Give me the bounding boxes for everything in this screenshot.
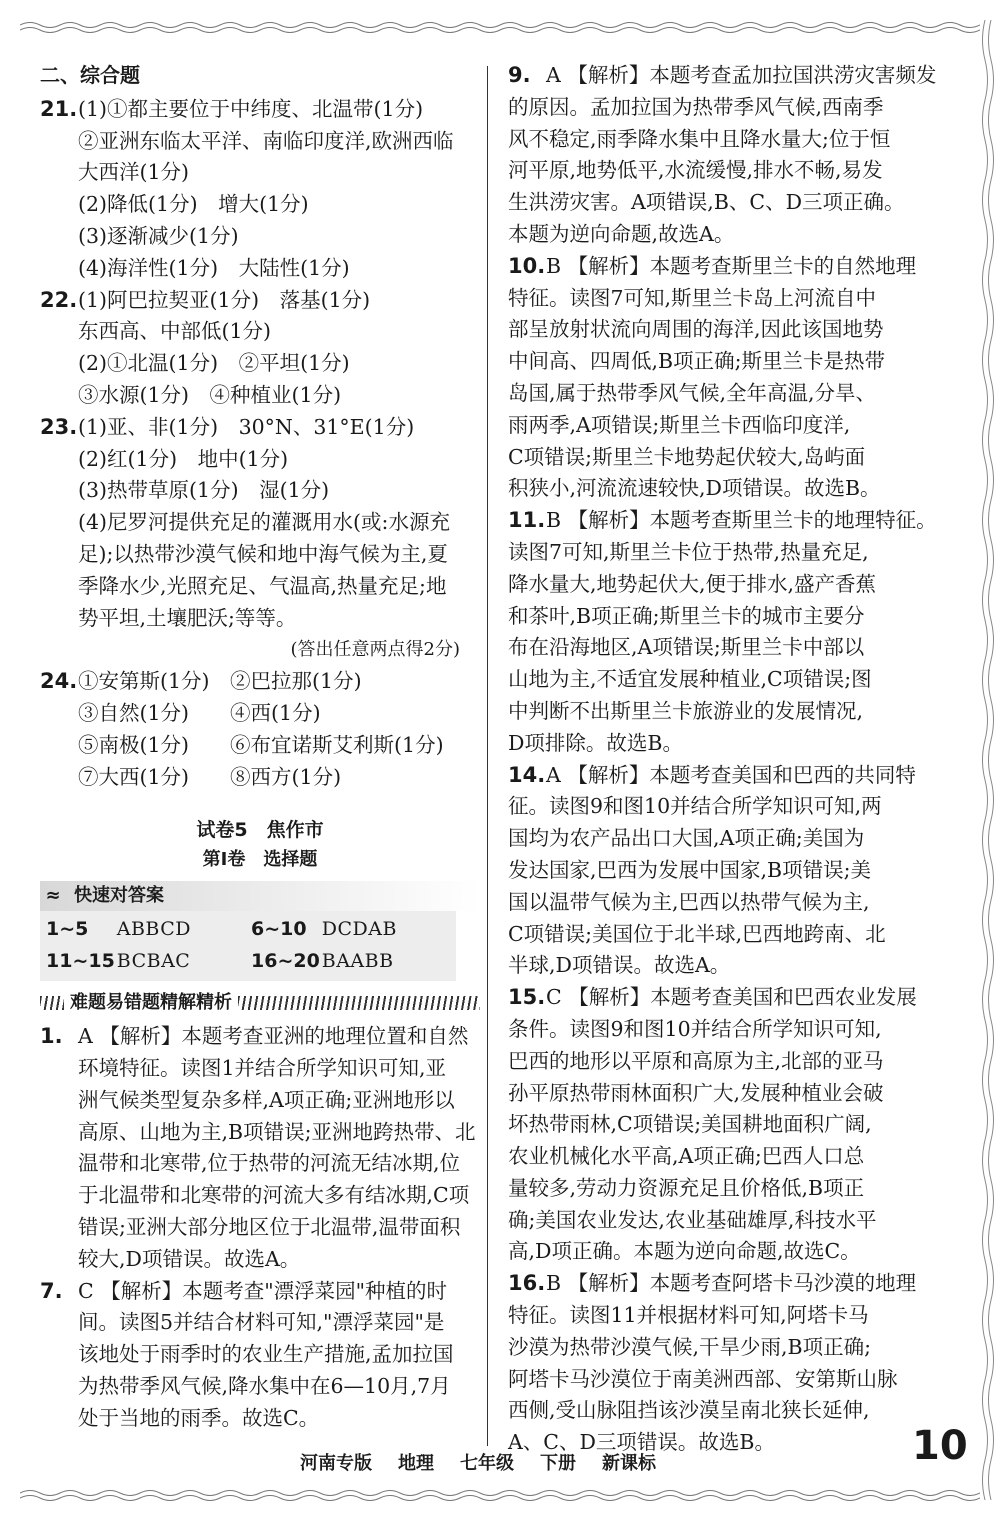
analysis-line: 确;美国农业发达,农业基础雄厚,科技水平 [508, 1207, 877, 1232]
footer-item: 七年级 [460, 1453, 514, 1474]
analysis-line: 间。读图5并结合材料可知,"漂浮菜园"是 [78, 1310, 445, 1335]
footer-item: 新课标 [602, 1453, 656, 1474]
analysis-line: C项错误;斯里兰卡地势起伏较大,岛屿面 [508, 444, 866, 469]
analysis-line: C 【解析】本题考查美国和巴西农业发展 [546, 985, 917, 1010]
answer-line: ⑦大西(1分) ⑧西方(1分) [78, 764, 342, 789]
analysis-line: 于北温带和北寒带的河流大多有结冰期,C项 [78, 1183, 470, 1208]
analysis-line: 沙漠为热带沙漠气候,干旱少雨,B项正确; [508, 1334, 872, 1359]
analysis-line: C项错误;美国位于北半球,巴西地跨南、北 [508, 921, 886, 946]
quick-answers-header [40, 881, 480, 911]
analysis-line: 积狭小,河流流速较快,D项错误。故选B。 [508, 476, 881, 501]
analysis-line: 降水量大,地势起伏大,便于排水,盛产香蕉 [508, 571, 877, 596]
analysis-line: 河平原,地势低平,水流缓慢,排水不畅,易发 [508, 158, 883, 183]
analysis-line: 农业机械化水平高,A项正确;巴西人口总 [508, 1144, 865, 1169]
analysis-line: B 【解析】本题考查斯里兰卡的自然地理 [546, 253, 917, 278]
answer-line: ⑤南极(1分) ⑥布宜诺斯艾利斯(1分) [78, 732, 444, 757]
analysis-line: 特征。读图7可知,斯里兰卡岛上河流自中 [508, 285, 877, 310]
analysis-line: 为热带季风气候,降水集中在6—10月,7月 [78, 1373, 451, 1398]
quick-answers-box [40, 911, 456, 981]
analysis-line: 中判断不出斯里兰卡旅游业的发展情况, [508, 698, 864, 723]
analysis-line: 量较多,劳动力资源充足且价格低,B项正 [508, 1175, 865, 1200]
question-number: 14. [508, 762, 546, 787]
paper-subtitle: 第Ⅰ卷 选择题 [202, 849, 318, 871]
analysis-line: 巴西的地形以平原和高原为主,北部的亚马 [508, 1048, 884, 1073]
footer-item: 河南专版 [300, 1453, 372, 1474]
analysis-line: B 【解析】本题考查斯里兰卡的地理特征。 [546, 508, 937, 533]
analysis-line: 环境特征。读图1并结合所学知识可知,亚 [78, 1055, 447, 1080]
footer [300, 1449, 656, 1475]
footer-item: 地理 [398, 1453, 434, 1474]
analysis-line: A 【解析】本题考查亚洲的地理位置和自然 [78, 1024, 469, 1049]
answer-line: (2)红(1分) 地中(1分) [78, 446, 289, 471]
answer-line: (1)亚、非(1分) 30°N、31°E(1分) [78, 414, 415, 439]
answer-range: 11~15 [46, 950, 115, 973]
question-number: 9. [508, 63, 531, 87]
analysis-line: 国以温带气候为主,巴西以热带气候为主, [508, 889, 870, 914]
answer-line: 季降水少,光照充足、气温高,热量充足;地 [78, 573, 447, 598]
question-number: 16. [508, 1271, 546, 1296]
question-23 [40, 412, 480, 444]
question-number: 24. [40, 669, 78, 694]
answer-line: ②亚洲东临太平洋、南临印度洋,欧洲西临 [78, 128, 454, 153]
scoring-note: (答出任意两点得2分) [290, 639, 460, 661]
section-title: 二、综合题 [40, 63, 140, 87]
left-column [40, 60, 480, 1434]
right-column [508, 60, 948, 1459]
answer-line: ③水源(1分) ④种植业(1分) [78, 382, 342, 407]
answer-keys: BCBAC [116, 950, 191, 973]
question-number: 10. [508, 253, 546, 278]
analysis-line: 和茶叶,B项正确;斯里兰卡的城市主要分 [508, 603, 865, 628]
analysis-line: 处于当地的雨季。故选C。 [78, 1405, 320, 1430]
analysis-line: 洲气候类型复杂多样,A项正确;亚洲地形以 [78, 1087, 455, 1112]
analysis-10 [508, 251, 948, 283]
question-number: 1. [40, 1024, 63, 1049]
hatch-decoration [238, 996, 480, 1010]
analysis-line: 雨两季,A项错误;斯里兰卡西临印度洋, [508, 412, 851, 437]
analysis-9 [508, 60, 948, 92]
analysis-line: 发达国家,巴西为发展中国家,B项错误;美 [508, 857, 872, 882]
column-divider [487, 66, 488, 1446]
analysis-line: 半球,D项错误。故选A。 [508, 953, 731, 978]
answer-keys: BAABB [321, 950, 394, 973]
analysis-16 [508, 1268, 948, 1300]
analysis-line: 本题为逆向命题,故选A。 [508, 221, 735, 246]
answer-line: (1)阿巴拉契亚(1分) 落基(1分) [78, 287, 371, 312]
question-22 [40, 285, 480, 317]
analysis-line: 高原、山地为主,B项错误;亚洲地跨热带、北 [78, 1119, 476, 1144]
analysis-line: 阿塔卡马沙漠位于南美洲西部、安第斯山脉 [508, 1366, 898, 1391]
question-number: 7. [40, 1278, 63, 1303]
analysis-line: A、C、D三项错误。故选B。 [508, 1430, 775, 1455]
decorative-wavy-border-bottom [20, 1488, 980, 1502]
answer-line: ①安第斯(1分) ②巴拉那(1分) [78, 669, 362, 694]
answer-line: 势平坦,土壤肥沃;等等。 [78, 605, 297, 630]
analysis-line: 温带和北寒带,位于热带的河流无结冰期,位 [78, 1151, 461, 1176]
analysis-line: 读图7可知,斯里兰卡位于热带,热量充足, [508, 539, 869, 564]
page-number: 10 [912, 1423, 968, 1469]
answer-row [46, 945, 456, 977]
analysis-line: 特征。读图11并根据材料可知,阿塔卡马 [508, 1303, 869, 1328]
quick-answers-title: 快速对答案 [74, 885, 164, 907]
answer-line: ③自然(1分) ④西(1分) [78, 700, 321, 725]
analysis-line: 高,D项正确。本题为逆向命题,故选C。 [508, 1239, 861, 1264]
paper-title: 试卷5 焦作市 [196, 819, 324, 842]
analysis-line: A 【解析】本题考查孟加拉国洪涝灾害频发 [546, 63, 937, 87]
answer-line: 东西高、中部低(1分) [78, 319, 272, 344]
analysis-line: 山地为主,不适宜发展种植业,C项错误;图 [508, 667, 872, 692]
analysis-14 [508, 760, 948, 792]
analysis-line: 西侧,受山脉阻挡该沙漠呈南北狭长延伸, [508, 1398, 870, 1423]
analysis-line: 的原因。孟加拉国为热带季风气候,西南季 [508, 94, 884, 119]
question-number: 21. [40, 96, 78, 121]
answer-row [46, 913, 456, 945]
answer-range: 1~5 [46, 918, 89, 941]
analysis-line: 坏热带雨林,C项错误;美国耕地面积广阔, [508, 1112, 872, 1137]
answer-range: 6~10 [251, 918, 307, 941]
analysis-15 [508, 982, 948, 1014]
decorative-wavy-border-right [979, 20, 997, 1500]
analysis-line: D项排除。故选B。 [508, 730, 684, 755]
analysis-line: 较大,D项错误。故选A。 [78, 1246, 301, 1271]
answer-line: 大西洋(1分) [78, 160, 190, 185]
answer-keys: ABBCD [116, 918, 192, 941]
answer-line: (2)①北温(1分) ②平坦(1分) [78, 351, 350, 376]
analysis-line: 条件。读图9和图10并结合所学知识可知, [508, 1016, 882, 1041]
question-number: 22. [40, 287, 78, 312]
analysis-title: 难题易错题精解精析 [70, 992, 232, 1014]
analysis-line: 布在沿海地区,A项错误;斯里兰卡中部以 [508, 635, 865, 660]
analysis-line: 征。读图9和图10并结合所学知识可知,两 [508, 794, 882, 819]
analysis-line: 岛国,属于热带季风气候,全年高温,分旱、 [508, 380, 877, 405]
question-24 [40, 666, 480, 698]
analysis-line: 部呈放射状流向周围的海洋,因此该国地势 [508, 317, 884, 342]
analysis-line: 该地处于雨季时的农业生产措施,孟加拉国 [78, 1342, 454, 1367]
analysis-line: A 【解析】本题考查美国和巴西的共同特 [546, 762, 916, 787]
answer-line: (4)海洋性(1分) 大陆性(1分) [78, 255, 350, 280]
question-number: 11. [508, 508, 546, 533]
answer-keys: DCDAB [321, 918, 397, 941]
answer-line: (1)①都主要位于中纬度、北温带(1分) [78, 96, 424, 121]
analysis-header [40, 987, 480, 1019]
analysis-line: 风不稳定,雨季降水集中且降水量大;位于恒 [508, 126, 891, 151]
answer-line: 足);以热带沙漠气候和地中海气候为主,夏 [78, 541, 448, 566]
analysis-line: 国均为农产品出口大国,A项正确;美国为 [508, 826, 865, 851]
analysis-1 [40, 1021, 480, 1053]
question-number: 23. [40, 414, 78, 439]
question-21 [40, 94, 480, 126]
analysis-line: B 【解析】本题考查阿塔卡马沙漠的地理 [546, 1271, 917, 1296]
analysis-line: 孙平原热带雨林面积广大,发展种植业会破 [508, 1080, 884, 1105]
analysis-11 [508, 505, 948, 537]
answer-range: 16~20 [251, 950, 320, 973]
wave-icon: ≈ [45, 885, 61, 907]
footer-item: 下册 [540, 1453, 576, 1474]
answer-line: (3)逐渐减少(1分) [78, 223, 239, 248]
analysis-7 [40, 1276, 480, 1308]
analysis-line: 生洪涝灾害。A项错误,B、C、D三项正确。 [508, 190, 905, 215]
answer-line: (2)降低(1分) 增大(1分) [78, 192, 309, 217]
answer-line: (3)热带草原(1分) 湿(1分) [78, 478, 330, 503]
question-number: 15. [508, 985, 546, 1010]
decorative-wavy-border-top [20, 20, 980, 34]
hatch-decoration [40, 996, 64, 1010]
analysis-line: C 【解析】本题考查"漂浮菜园"种植的时 [78, 1278, 448, 1303]
answer-line: (4)尼罗河提供充足的灌溉用水(或:水源充 [78, 510, 450, 535]
analysis-line: 错误;亚洲大部分地区位于北温带,温带面积 [78, 1214, 461, 1239]
analysis-line: 中间高、四周低,B项正确;斯里兰卡是热带 [508, 349, 885, 374]
